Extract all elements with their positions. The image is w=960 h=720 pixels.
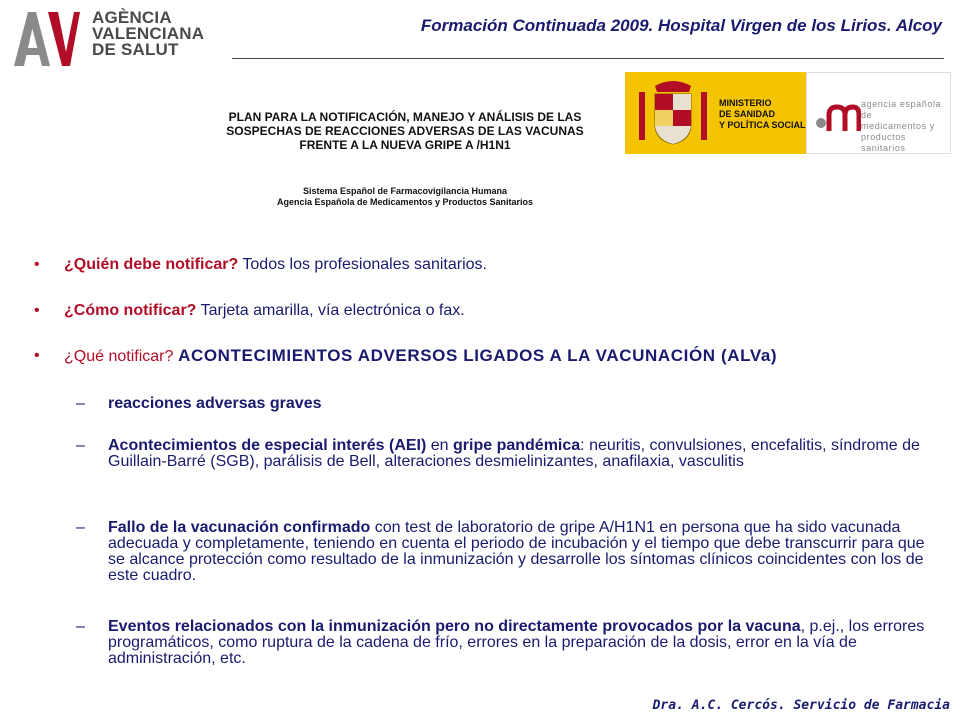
aemps-line: agencia española de bbox=[861, 99, 942, 120]
sub-item-bold: Fallo de la vacunación confirmado bbox=[108, 519, 371, 536]
sub-item-rest: con test de laboratorio de gripe A/H1N1 en persona que ha sido vacunada adecuada y completamente, teniendo en cuenta el periodo de incubación y el tiempo que debe transcurrir para que se alcance protección como resultado de la inmunización y desarrolle los síntomas clínicos coincidentes con los de este cuadro. bbox=[108, 519, 925, 584]
bullet-question: ¿Qué notificar? bbox=[64, 348, 174, 365]
sub-item-bold: Acontecimientos de especial interés (AEI) bbox=[108, 437, 427, 454]
sub-item-rest: , p.ej., los errores programáticos, como ruptura de la cadena de frío, errores en la preparación de la dosis, error en la vía de administración, etc. bbox=[108, 618, 925, 667]
document-subtitle-line: Agencia Española de Medicamentos y Productos Sanitarios bbox=[276, 197, 534, 207]
aemps-name bbox=[861, 99, 950, 154]
bullet-question: ¿Quién debe notificar? bbox=[64, 256, 239, 273]
sub-item-bold: Eventos relacionados con la inmunización pero no directamente provocados por la vacuna bbox=[108, 618, 801, 635]
bullet-answer: Todos los profesionales sanitarios. bbox=[238, 256, 487, 273]
agencia-valenciana-logo bbox=[14, 8, 214, 68]
sub-item-bold: reacciones adversas graves bbox=[108, 395, 322, 412]
document-subtitle-line: Sistema Español de Farmacovigilancia Humana bbox=[302, 186, 508, 196]
bullet-question: ¿Cómo notificar? bbox=[64, 302, 197, 319]
document-title bbox=[190, 110, 620, 152]
sub-item-bold-2: gripe pandémica bbox=[453, 437, 581, 454]
dash-marker: – bbox=[76, 519, 85, 536]
aemps-mark-icon bbox=[815, 103, 861, 133]
dash-marker: – bbox=[76, 437, 85, 454]
bullet-answer: ACONTECIMIENTOS ADVERSOS LIGADOS A LA VACUNACIÓN (ALVa) bbox=[173, 346, 778, 365]
footer-credit: Dra. A.C. Cercós. Servicio de Farmacia bbox=[652, 698, 950, 713]
ministry-name bbox=[719, 98, 806, 131]
aemps-logo bbox=[806, 72, 951, 154]
dash-marker: – bbox=[76, 618, 85, 635]
coat-of-arms-icon bbox=[635, 78, 711, 148]
sub-item-rest: : neuritis, convulsiones, encefalitis, síndrome de Guillain-Barré (SGB), parálisis de Bell, alteraciones desmielinizantes, anafilaxia, vasculitis bbox=[108, 437, 920, 470]
document-title-line: FRENTE A LA NUEVA GRIPE A /H1N1 bbox=[299, 138, 511, 152]
ministry-line: Y POLÍTICA SOCIAL bbox=[719, 120, 806, 130]
sub-item-text bbox=[108, 619, 928, 667]
sub-item-text bbox=[108, 438, 928, 470]
av-logo-icon bbox=[14, 8, 80, 66]
header-title: Formación Continuada 2009. Hospital Virgen de los Lirios. Alcoy bbox=[420, 16, 942, 35]
sub-item-text bbox=[108, 396, 928, 412]
aemps-line: medicamentos y bbox=[861, 121, 935, 131]
bullet-marker: • bbox=[34, 256, 40, 273]
logo-text bbox=[92, 10, 204, 58]
dash-marker: – bbox=[76, 395, 85, 412]
bullet-text bbox=[64, 256, 487, 274]
logo-line: VALENCIANA bbox=[92, 24, 205, 43]
document-subtitle bbox=[190, 186, 620, 208]
ministry-line: MINISTERIO bbox=[719, 98, 772, 108]
logo-line: DE SALUT bbox=[92, 40, 179, 59]
bullet-text bbox=[64, 347, 777, 366]
ministry-logo bbox=[625, 72, 806, 154]
sub-item-text bbox=[108, 520, 928, 584]
ministry-line: DE SANIDAD bbox=[719, 109, 776, 119]
document-title-line: PLAN PARA LA NOTIFICACIÓN, MANEJO Y ANÁLISIS DE LAS bbox=[228, 110, 582, 124]
document-title-line: SOSPECHAS DE REACCIONES ADVERSAS DE LAS VACUNAS bbox=[226, 124, 584, 138]
aemps-line: productos sanitarios bbox=[861, 132, 906, 153]
sub-item-connector: en bbox=[426, 437, 454, 454]
bullet-text bbox=[64, 302, 465, 320]
bullet-marker: • bbox=[34, 302, 40, 319]
bullet-answer: Tarjeta amarilla, vía electrónica o fax. bbox=[196, 302, 465, 319]
bullet-marker: • bbox=[34, 347, 40, 364]
logo-line: AGÈNCIA bbox=[92, 8, 172, 27]
header-divider bbox=[232, 58, 944, 59]
